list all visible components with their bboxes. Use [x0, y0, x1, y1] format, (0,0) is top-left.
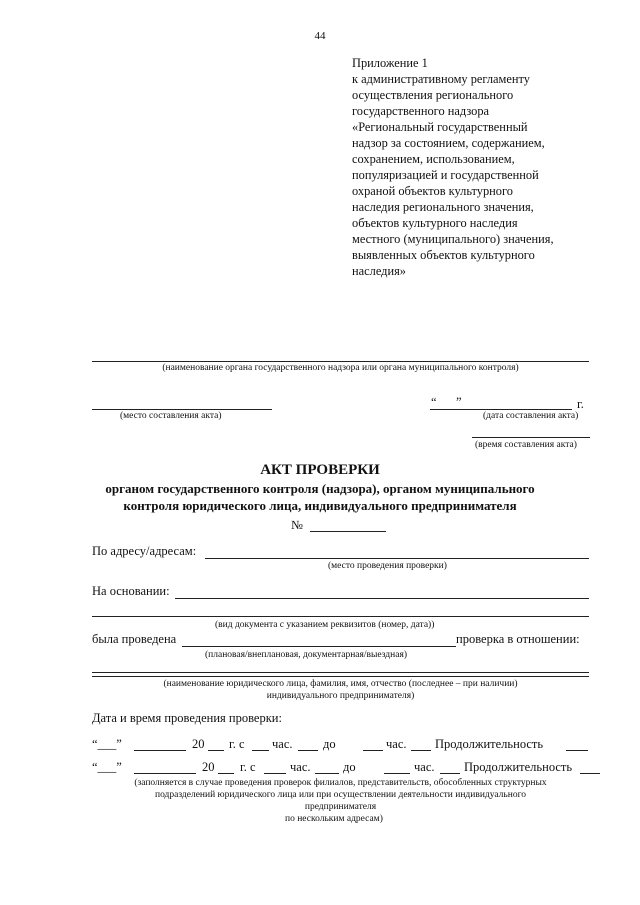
row2-century: 20	[202, 760, 215, 774]
row2-hours-label: час.	[290, 760, 311, 774]
note-line: по нескольким адресам)	[285, 814, 383, 824]
row1-duration-line[interactable]	[566, 750, 588, 751]
note-line: предпринимателя	[304, 802, 377, 812]
basis-line-2[interactable]	[92, 616, 589, 617]
row1-to-label: до	[323, 737, 336, 751]
appendix-line: «Региональный государственный	[352, 120, 528, 134]
row2-hours-to-label: час.	[414, 760, 435, 774]
place-caption: (место составления акта)	[120, 411, 222, 421]
row1-hour-to-line[interactable]	[363, 750, 383, 751]
act-title-block	[0, 461, 640, 514]
row1-month-line[interactable]	[134, 750, 186, 751]
appendix-line: популяризацией и государственной	[352, 168, 539, 182]
address-label: По адресу/адресам:	[92, 544, 197, 558]
row2-hour-to-line[interactable]	[384, 773, 410, 774]
act-subtitle-line: контроля юридического лица, индивидуального предпринимателя	[123, 498, 517, 513]
inspection-type-caption: (плановая/внеплановая, документарная/выездная)	[205, 650, 407, 660]
appendix-block	[352, 55, 602, 279]
act-subtitle-line: органом государственного контроля (надзора), органом муниципального	[105, 481, 535, 496]
appendix-line: сохранением, использованием,	[352, 152, 515, 166]
row2-hour-from-line[interactable]	[264, 773, 286, 774]
row2-date-quote: “___”	[92, 760, 122, 774]
row1-year-line[interactable]	[208, 750, 224, 751]
row2-year-suffix: г. с	[240, 760, 256, 774]
row1-date-quote: “___”	[92, 737, 122, 751]
appendix-line: охраной объектов культурного	[352, 184, 513, 198]
date-year-suffix: г.	[577, 397, 584, 411]
appendix-line: надзор за состоянием, содержанием,	[352, 136, 545, 150]
row2-to-label: до	[343, 760, 356, 774]
inspection-type-line[interactable]	[182, 646, 456, 647]
row2-duration-label: Продолжительность	[464, 760, 573, 774]
row2-year-line[interactable]	[218, 773, 234, 774]
appendix-line: Приложение 1	[352, 56, 428, 70]
row2-minute-from-line[interactable]	[315, 773, 339, 774]
conducted-suffix: проверка в отношении:	[456, 632, 580, 646]
subject-line-2[interactable]	[92, 676, 589, 677]
act-number-line[interactable]	[310, 531, 386, 532]
appendix-line: наследия»	[352, 264, 406, 278]
row1-minute-from-line[interactable]	[298, 750, 318, 751]
note-line: (заполняется в случае проведения проверок филиалов, представительств, обособленных структурных	[134, 778, 547, 788]
appendix-line: осуществления регионального	[352, 88, 514, 102]
address-line[interactable]	[205, 558, 589, 559]
basis-caption: (вид документа с указанием реквизитов (номер, дата))	[215, 620, 435, 630]
subject-line-1[interactable]	[92, 672, 589, 673]
basis-line-1[interactable]	[175, 598, 589, 599]
row1-hours-label: час.	[272, 737, 293, 751]
subject-caption: индивидуального предпринимателя)	[266, 691, 415, 701]
act-title: АКТ ПРОВЕРКИ	[260, 462, 380, 478]
date-line[interactable]	[430, 409, 572, 410]
row1-hour-from-line[interactable]	[252, 750, 269, 751]
row1-year-suffix: г. с	[229, 737, 245, 751]
appendix-line: объектов культурного наследия	[352, 216, 518, 230]
subject-caption: (наименование юридического лица, фамилия, имя, отчество (последнее – при наличии)	[163, 679, 518, 689]
row1-hours-to-label: час.	[386, 737, 407, 751]
address-caption: (место проведения проверки)	[328, 561, 447, 571]
time-line[interactable]	[472, 437, 590, 438]
number-sign: №	[291, 518, 303, 532]
row2-month-line[interactable]	[134, 773, 196, 774]
row2-duration-line[interactable]	[580, 773, 600, 774]
appendix-line: к административному регламенту	[352, 72, 530, 86]
appendix-line: государственного надзора	[352, 104, 490, 118]
datetime-label: Дата и время проведения проверки:	[92, 711, 282, 725]
row1-century: 20	[192, 737, 205, 751]
date-caption: (дата составления акта)	[483, 411, 579, 421]
appendix-line: выявленных объектов культурного	[352, 248, 535, 262]
organ-name-caption: (наименование органа государственного надзора или органа муниципального контроля)	[162, 363, 519, 373]
organ-name-line[interactable]	[92, 361, 589, 362]
page-number: 44	[314, 30, 326, 42]
date-quote-open: “	[431, 395, 437, 409]
row1-minute-to-line[interactable]	[411, 750, 431, 751]
time-caption: (время составления акта)	[475, 440, 577, 450]
row2-minute-to-line[interactable]	[440, 773, 460, 774]
row1-duration-label: Продолжительность	[435, 737, 544, 751]
basis-label: На основании:	[92, 584, 170, 598]
place-line[interactable]	[92, 409, 272, 410]
appendix-line: наследия регионального значения,	[352, 200, 534, 214]
conducted-label: была проведена	[92, 632, 177, 646]
note-line: подразделений юридического лица или при осуществлении деятельности индивидуального	[154, 790, 526, 800]
date-quote-close: ”	[456, 395, 462, 409]
appendix-line: местного (муниципального) значения,	[352, 232, 554, 246]
